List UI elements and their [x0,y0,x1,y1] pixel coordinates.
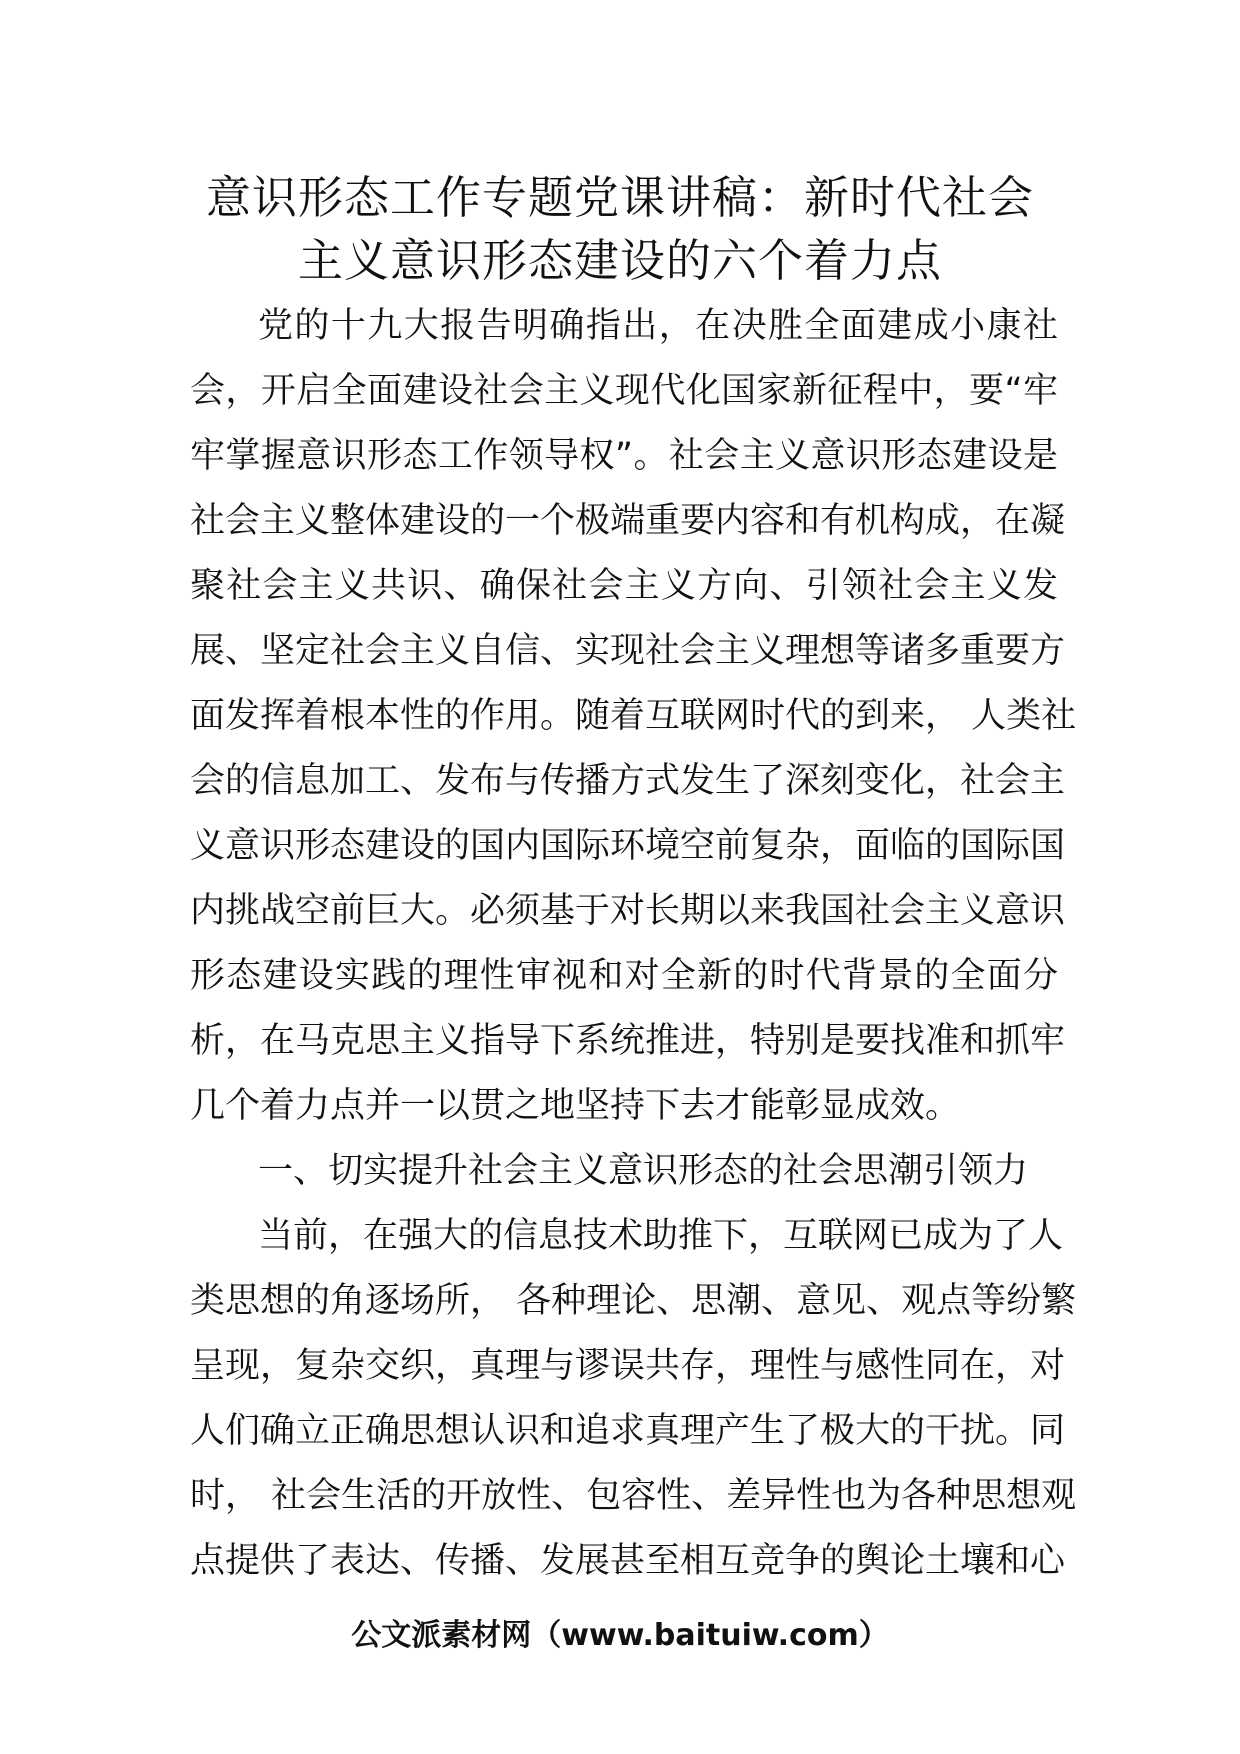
body-line: 内挑战空前巨大。必须基于对长期以来我国社会主义意识 [190,891,1066,931]
footer-watermark-text: 公文派素材网（www.baituiw.com） [351,1618,889,1653]
body-line: 几个着力点并一以贯之地坚持下去才能彰显成效。 [190,1086,961,1126]
body-line: 展、坚定社会主义自信、实现社会主义理想等诸多重要方 [190,631,1066,671]
body-line: 义意识形态建设的国内国际环境空前复杂，面临的国际国 [190,826,1066,866]
body-line: 党的十九大报告明确指出，在决胜全面建成小康社 [258,306,1058,346]
body-line: 人们确立正确思想认识和追求真理产生了极大的干扰。同 [190,1411,1066,1451]
body-line: 牢掌握意识形态工作领导权”。社会主义意识形态建设是 [190,436,1058,476]
body-line: 类思想的角逐场所， 各种理论、思潮、意见、观点等纷繁 [190,1281,1077,1321]
body-line: 当前，在强大的信息技术助推下，互联网已成为了人 [258,1216,1064,1256]
body-line: 面发挥着根本性的作用。随着互联网时代的到来， 人类社 [190,696,1077,736]
body-line: 会的信息加工、发布与传播方式发生了深刻变化，社会主 [190,761,1066,801]
section-heading: 一、切实提升社会主义意识形态的社会思潮引领力 [258,1151,1029,1191]
body-line: 呈现，复杂交织，真理与谬误共存，理性与感性同在，对 [190,1346,1066,1386]
body-line: 会，开启全面建设社会主义现代化国家新征程中，要“牢 [190,371,1058,411]
document-body [190,294,1077,1594]
body-line: 点提供了表达、传播、发展甚至相互竞争的舆论土壤和心 [190,1541,1066,1581]
title-line-1: 意识形态工作专题党课讲稿：新时代社会 [205,171,1034,224]
document-title [180,166,1060,292]
body-line: 时， 社会生活的开放性、包容性、差异性也为各种思想观 [190,1476,1077,1516]
body-line: 形态建设实践的理性审视和对全新的时代背景的全面分 [190,956,1058,996]
body-line: 聚社会主义共识、确保社会主义方向、引领社会主义发 [190,566,1058,606]
body-line: 社会主义整体建设的一个极端重要内容和有机构成，在凝 [190,501,1066,541]
body-line: 析，在马克思主义指导下系统推进，特别是要找准和抓牢 [190,1021,1066,1061]
title-line-2: 主义意识形态建设的六个着力点 [297,234,942,287]
